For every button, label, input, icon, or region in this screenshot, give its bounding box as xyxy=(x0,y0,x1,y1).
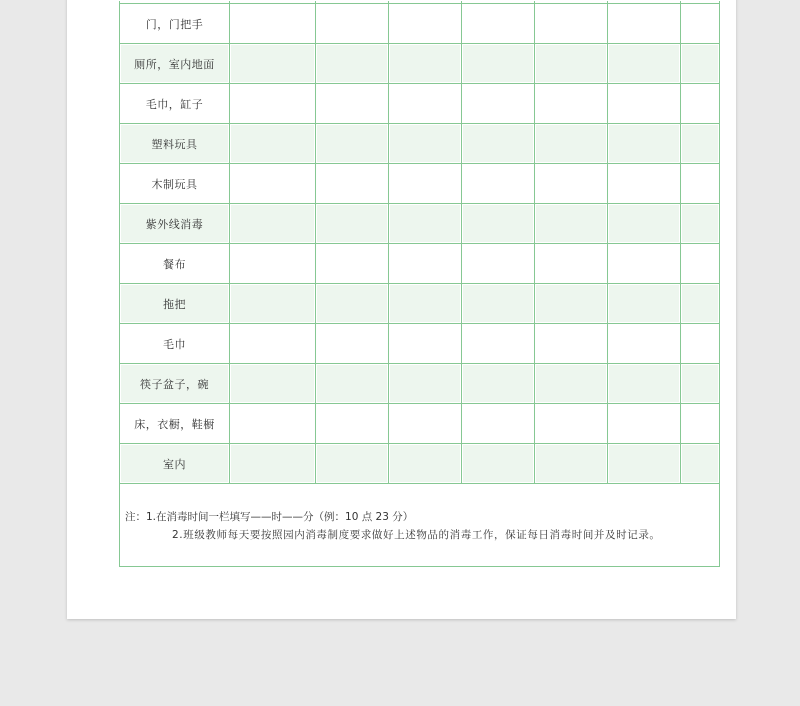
record-cell[interactable] xyxy=(316,444,389,484)
record-cell[interactable] xyxy=(535,364,608,404)
table-row xyxy=(120,84,720,124)
record-cell[interactable] xyxy=(681,284,720,324)
record-cell[interactable] xyxy=(389,444,462,484)
record-cell[interactable] xyxy=(230,364,316,404)
record-cell[interactable] xyxy=(681,44,720,84)
record-cell[interactable] xyxy=(389,204,462,244)
table-row xyxy=(120,124,720,164)
record-cell[interactable] xyxy=(389,164,462,204)
record-cell[interactable] xyxy=(389,364,462,404)
record-cell[interactable] xyxy=(316,364,389,404)
row-label: 毛巾，缸子 xyxy=(120,84,230,124)
record-cell[interactable] xyxy=(462,44,535,84)
record-cell[interactable] xyxy=(316,44,389,84)
table-row xyxy=(120,4,720,44)
document-page xyxy=(67,0,736,619)
record-cell[interactable] xyxy=(535,444,608,484)
record-cell[interactable] xyxy=(462,204,535,244)
row-label: 紫外线消毒 xyxy=(120,204,230,244)
record-cell[interactable] xyxy=(535,44,608,84)
record-cell[interactable] xyxy=(681,324,720,364)
table-row xyxy=(120,324,720,364)
record-cell[interactable] xyxy=(681,164,720,204)
notes-cell xyxy=(120,484,720,567)
record-cell[interactable] xyxy=(608,404,681,444)
record-cell[interactable] xyxy=(681,444,720,484)
record-cell[interactable] xyxy=(608,364,681,404)
row-label: 室内 xyxy=(120,444,230,484)
record-cell[interactable] xyxy=(389,324,462,364)
record-cell[interactable] xyxy=(535,284,608,324)
record-cell[interactable] xyxy=(608,124,681,164)
row-label: 门，门把手 xyxy=(120,4,230,44)
record-cell[interactable] xyxy=(462,4,535,44)
record-cell[interactable] xyxy=(230,324,316,364)
table-row xyxy=(120,164,720,204)
disinfection-record-table xyxy=(119,1,720,567)
record-cell[interactable] xyxy=(389,244,462,284)
record-cell[interactable] xyxy=(316,284,389,324)
record-cell[interactable] xyxy=(230,4,316,44)
row-label: 拖把 xyxy=(120,284,230,324)
record-cell[interactable] xyxy=(316,324,389,364)
record-cell[interactable] xyxy=(462,324,535,364)
table-row xyxy=(120,284,720,324)
record-cell[interactable] xyxy=(608,244,681,284)
record-cell[interactable] xyxy=(608,84,681,124)
row-label: 毛巾 xyxy=(120,324,230,364)
record-cell[interactable] xyxy=(462,84,535,124)
record-cell[interactable] xyxy=(681,204,720,244)
record-cell[interactable] xyxy=(316,4,389,44)
record-cell[interactable] xyxy=(316,84,389,124)
record-cell[interactable] xyxy=(389,4,462,44)
row-label: 筷子盆子，碗 xyxy=(120,364,230,404)
record-cell[interactable] xyxy=(230,204,316,244)
record-cell[interactable] xyxy=(230,244,316,284)
record-cell[interactable] xyxy=(462,404,535,444)
record-cell[interactable] xyxy=(681,364,720,404)
record-cell[interactable] xyxy=(230,284,316,324)
record-cell[interactable] xyxy=(316,404,389,444)
record-cell[interactable] xyxy=(535,124,608,164)
record-cell[interactable] xyxy=(230,84,316,124)
row-label: 塑料玩具 xyxy=(120,124,230,164)
record-cell[interactable] xyxy=(316,124,389,164)
row-label: 木制玩具 xyxy=(120,164,230,204)
record-cell[interactable] xyxy=(316,244,389,284)
record-cell[interactable] xyxy=(535,244,608,284)
table-row xyxy=(120,244,720,284)
notes-row xyxy=(120,484,720,567)
record-cell[interactable] xyxy=(608,284,681,324)
record-cell[interactable] xyxy=(608,44,681,84)
record-cell[interactable] xyxy=(389,44,462,84)
record-cell[interactable] xyxy=(608,4,681,44)
table-row xyxy=(120,364,720,404)
record-cell[interactable] xyxy=(535,4,608,44)
record-cell[interactable] xyxy=(230,124,316,164)
record-cell[interactable] xyxy=(230,404,316,444)
record-cell[interactable] xyxy=(462,244,535,284)
note-line-1: 注：1.在消毒时间一栏填写——时——分（例：10 点 23 分） xyxy=(125,511,414,523)
record-cell[interactable] xyxy=(230,444,316,484)
record-cell[interactable] xyxy=(681,124,720,164)
record-cell[interactable] xyxy=(462,444,535,484)
record-cell[interactable] xyxy=(608,204,681,244)
record-cell[interactable] xyxy=(389,84,462,124)
row-label: 厕所，室内地面 xyxy=(120,44,230,84)
record-cell[interactable] xyxy=(681,84,720,124)
record-cell[interactable] xyxy=(230,44,316,84)
row-label: 餐布 xyxy=(120,244,230,284)
record-cell[interactable] xyxy=(316,164,389,204)
note-line-2: 2.班级教师每天要按照园内消毒制度要求做好上述物品的消毒工作，保证每日消毒时间并及时记录。 xyxy=(172,529,661,541)
record-cell[interactable] xyxy=(535,324,608,364)
record-cell[interactable] xyxy=(608,324,681,364)
record-cell[interactable] xyxy=(535,404,608,444)
table-row xyxy=(120,444,720,484)
record-cell[interactable] xyxy=(681,4,720,44)
record-cell[interactable] xyxy=(535,164,608,204)
record-cell[interactable] xyxy=(681,404,720,444)
row-label: 床，衣橱，鞋橱 xyxy=(120,404,230,444)
table-row xyxy=(120,44,720,84)
record-cell[interactable] xyxy=(462,284,535,324)
record-cell[interactable] xyxy=(316,204,389,244)
table-row xyxy=(120,204,720,244)
record-cell[interactable] xyxy=(535,84,608,124)
record-cell[interactable] xyxy=(230,164,316,204)
record-cell[interactable] xyxy=(462,164,535,204)
record-cell[interactable] xyxy=(389,404,462,444)
record-cell[interactable] xyxy=(389,284,462,324)
table-row xyxy=(120,404,720,444)
record-cell[interactable] xyxy=(681,244,720,284)
record-cell[interactable] xyxy=(389,124,462,164)
record-cell[interactable] xyxy=(608,164,681,204)
record-cell[interactable] xyxy=(462,124,535,164)
record-cell[interactable] xyxy=(535,204,608,244)
record-cell[interactable] xyxy=(608,444,681,484)
record-cell[interactable] xyxy=(462,364,535,404)
